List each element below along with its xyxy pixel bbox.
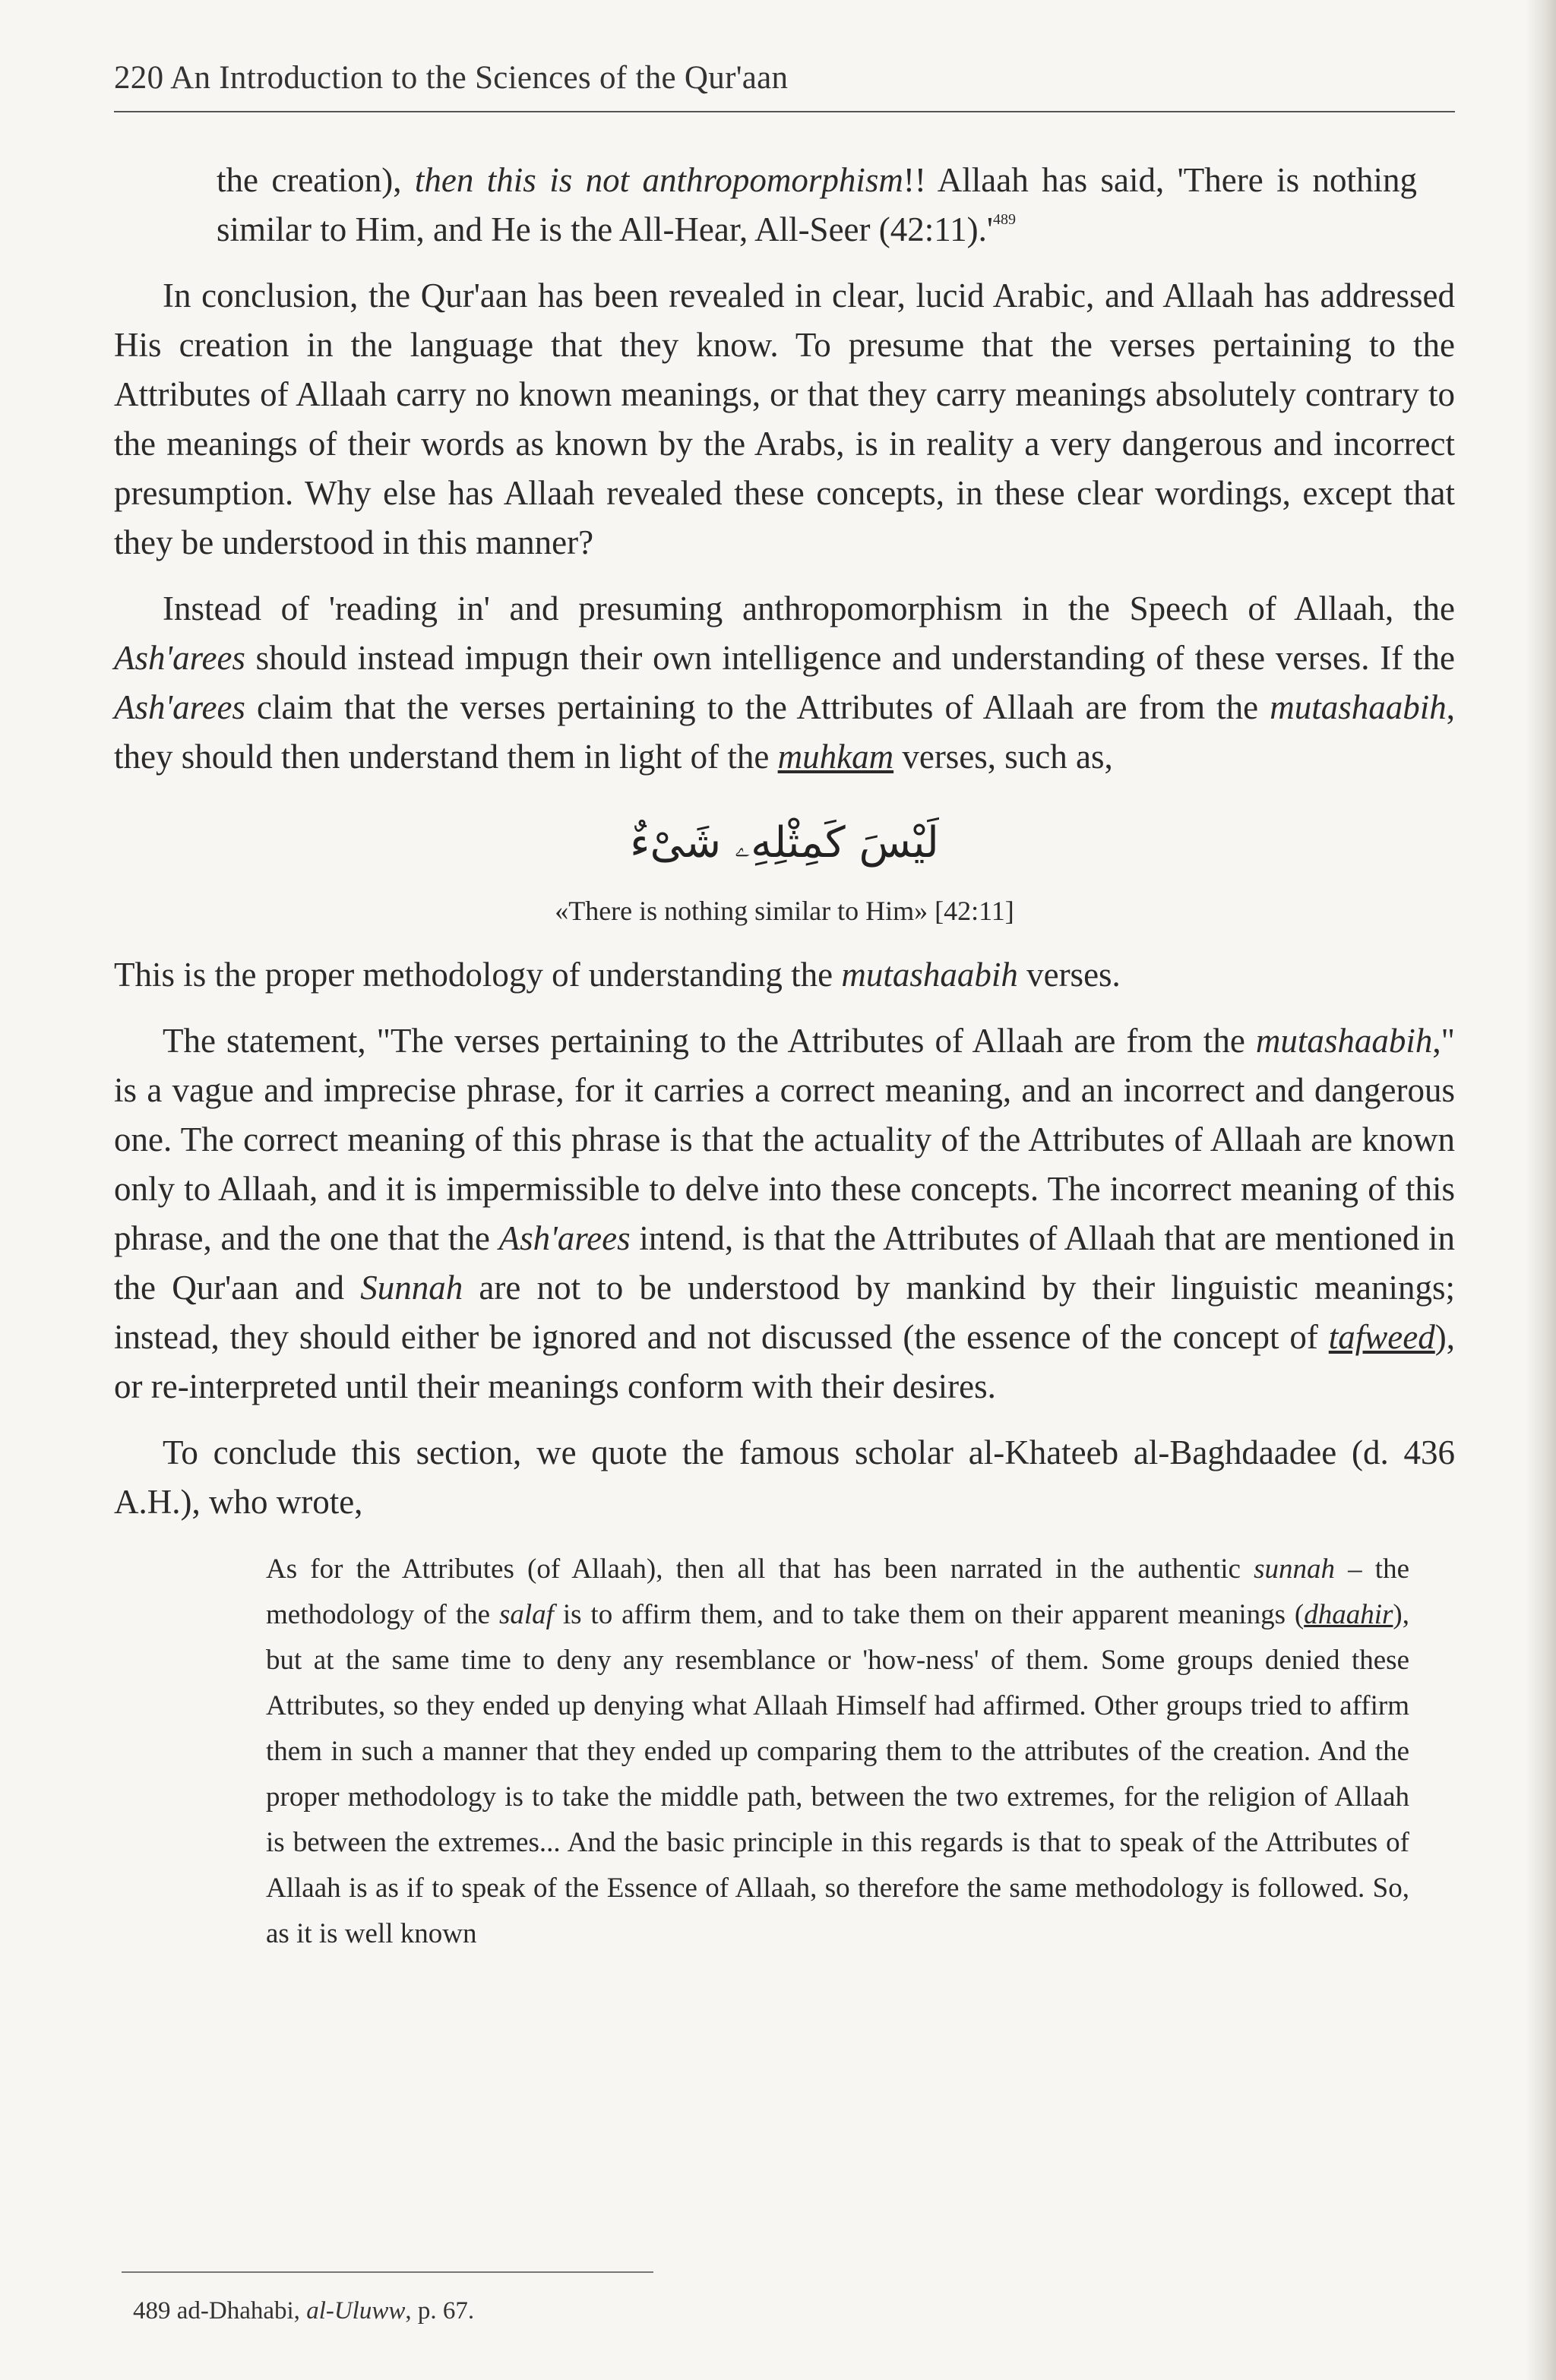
paragraph-conclude-section: To conclude this section, we quote the famous scholar al-Khateeb al-Baghdaadee (d. 436 A.H.), who wrote, (114, 1433, 1455, 1521)
paragraph-conclusion: In conclusion, the Qur'aan has been revealed in clear, lucid Arabic, and Allaah has addressed His creation in the language that they know. To presume that the verses pertaining to the Attributes of Allaah carry no known meanings, or that they carry meanings absolutely contrary to the meanings of their words as known by the Arabs, is in reality a very dangerous and incorrect presumption. Why else has Allaah revealed these concepts, in these clear wordings, except that they be understood in this manner? (114, 277, 1455, 561)
running-title: An Introduction to the Sciences of the Qur'aan (170, 60, 789, 96)
footnote: 489 ad-Dhahabi, al-Uluww, p. 67. (133, 2297, 475, 2325)
paragraph-statement: The statement, "The verses pertaining to the Attributes of Allaah are from the mutashaabih," is a vague and imprecise phrase, for it carries a correct meaning, and an incorrect and dangerous one. The correct meaning of this phrase is that the actuality of the Attributes of Allaah are known only to Allaah, and it is impermissible to delve into these concepts. The incorrect meaning of this phrase, and the one that the Ash'arees intend, is that the Attributes of Allaah that are mentioned in the Qur'aan and Sunnah are not to be understood by mankind by their linguistic meanings; instead, they should either be ignored and not discussed (the essence of the concept of tafweed), or re-interpreted until their meanings conform with their desires. (114, 1022, 1455, 1405)
running-header (114, 59, 1455, 96)
quran-verse-arabic: لَيْسَ كَمِثْلِهِۦ شَىْءٌ (630, 818, 939, 868)
verse-translation: «There is nothing similar to Him» [42:11] (555, 896, 1014, 926)
header-rule (114, 111, 1455, 112)
paragraph-reading-in: Instead of 'reading in' and presuming anthropomorphism in the Speech of Allaah, the Ash'arees should instead impugn their own intelligence and understanding of these verses. If the Ash'arees claim that the verses pertaining to the Attributes of Allaah are from the mutashaabih, they should then understand them in light of the muhkam verses, such as, (114, 589, 1455, 776)
paragraph-continued-quote: the creation), then this is not anthropomorphism!! Allaah has said, 'There is nothing similar to Him, and He is the All-Hear, All-Seer $(42:11).'^{489}$ (217, 161, 1417, 248)
paragraph-methodology: This is the proper methodology of understanding the mutashaabih verses. (114, 956, 1121, 994)
page-edge-shadow (1526, 0, 1556, 2380)
footnote-rule (122, 2271, 653, 2273)
footnote-number: 489 (133, 2297, 171, 2325)
emphasis: then this is not anthropomorphism (414, 161, 903, 199)
main-text (114, 156, 1455, 1957)
block-quote: As for the Attributes (of Allaah), then all that has been narrated in the authentic sunnah – the methodology of the salaf is to affirm them, and to take them on their apparent meanings (dhaahir), but at the same time to deny any resemblance or 'how-ness' of them. Some groups denied these Attributes, so they ended up denying what Allaah Himself had affirmed. Other groups tried to affirm them in such a manner that they ended up comparing them to the attributes of the creation. And the proper methodology is to take the middle path, between the two extremes, for the religion of Allaah is between the extremes... And the basic principle in this regards is that to speak of the Attributes of Allaah is as if to speak of the Essence of Allaah, so therefore the same methodology is followed. So, as it is well known (266, 1553, 1410, 1949)
footnote-ref: 489 (992, 211, 1016, 228)
page-number: 220 (114, 60, 164, 96)
